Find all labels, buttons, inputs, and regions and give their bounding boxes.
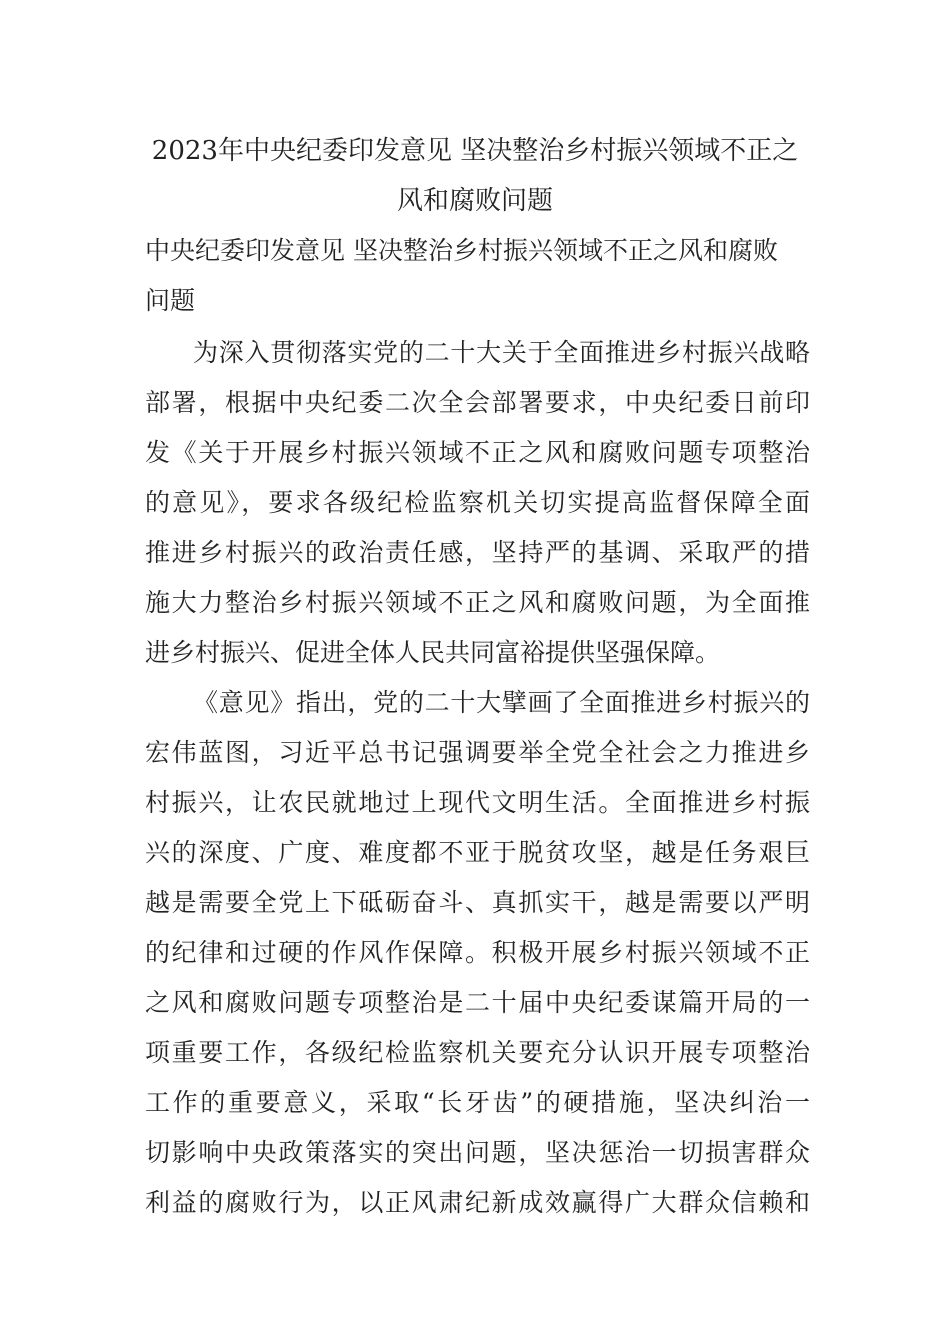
paragraph-2-line: 工作的重要意义，采取“长牙齿”的硬措施，坚决纠治一 bbox=[145, 1088, 810, 1117]
paragraph-1-line: 进乡村振兴、促进全体人民共同富裕提供坚强保障。 bbox=[145, 638, 721, 667]
paragraph-2-line: 村振兴，让农民就地过上现代文明生活。全面推进乡村振 bbox=[145, 788, 810, 817]
paragraph-2-line: 《意见》指出，党的二十大擘画了全面推进乡村振兴的 bbox=[193, 688, 810, 717]
paragraph-1-line: 部署，根据中央纪委二次全会部署要求，中央纪委日前印 bbox=[145, 388, 810, 417]
paragraph-2-line: 宏伟蓝图，习近平总书记强调要举全党全社会之力推进乡 bbox=[145, 738, 810, 767]
paragraph-2-line: 切影响中央政策落实的突出问题，坚决惩治一切损害群众 bbox=[145, 1138, 810, 1167]
document-title-line-1: 2023年中央纪委印发意见 坚决整治乡村振兴领域不正之 bbox=[151, 136, 799, 166]
paragraph-1-line: 的意见》，要求各级纪检监察机关切实提高监督保障全面 bbox=[145, 488, 810, 517]
paragraph-1-line: 发《关于开展乡村振兴领域不正之风和腐败问题专项整治 bbox=[145, 438, 810, 467]
document-subtitle-line-2: 问题 bbox=[145, 286, 196, 315]
paragraph-2-line: 利益的腐败行为，以正风肃纪新成效赢得广大群众信赖和 bbox=[145, 1188, 810, 1217]
paragraph-1-line: 施大力整治乡村振兴领域不正之风和腐败问题，为全面推 bbox=[145, 588, 810, 617]
paragraph-2-line: 之风和腐败问题专项整治是二十届中央纪委谋篇开局的一 bbox=[145, 988, 810, 1017]
paragraph-2-line: 越是需要全党上下砥砺奋斗、真抓实干，越是需要以严明 bbox=[145, 888, 810, 917]
paragraph-1-line: 为深入贯彻落实党的二十大关于全面推进乡村振兴战略 bbox=[193, 338, 810, 367]
paragraph-2-line: 项重要工作，各级纪检监察机关要充分认识开展专项整治 bbox=[145, 1038, 810, 1067]
document-subtitle-line-1: 中央纪委印发意见 坚决整治乡村振兴领域不正之风和腐败 bbox=[145, 236, 778, 265]
paragraph-2-line: 兴的深度、广度、难度都不亚于脱贫攻坚，越是任务艰巨 bbox=[145, 838, 810, 867]
document-title-line-2: 风和腐败问题 bbox=[396, 186, 553, 216]
paragraph-2-line: 的纪律和过硬的作风作保障。积极开展乡村振兴领域不正 bbox=[145, 938, 810, 967]
paragraph-1-line: 推进乡村振兴的政治责任感，坚持严的基调、采取严的措 bbox=[145, 538, 810, 567]
